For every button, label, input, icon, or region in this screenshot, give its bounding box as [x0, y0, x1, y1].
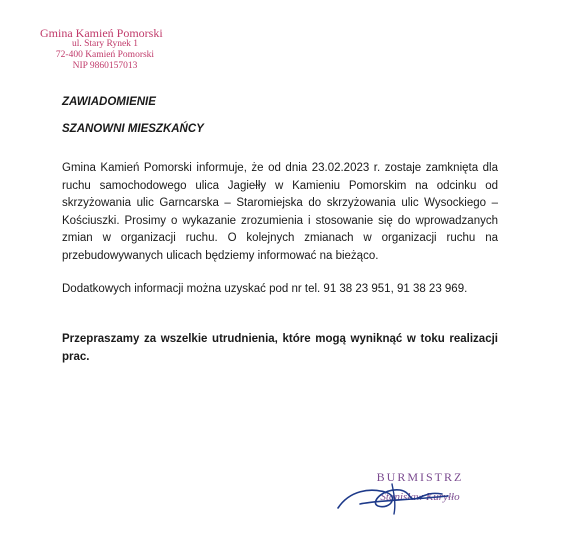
contact-paragraph: Dodatkowych informacji można uzyskać pod nr tel. 91 38 23 951, 91 38 23 969. [62, 283, 468, 295]
mayor-title: BURMISTRZ [376, 470, 464, 484]
salutation-heading: SZANOWNI MIESZKAŃCY [62, 123, 204, 135]
handwritten-signature [330, 470, 460, 520]
stamp-city: 72-400 Kamień Pomorski [55, 50, 155, 60]
stamp-street: ul. Stary Rynek 1 [71, 39, 139, 49]
notice-paragraph: Gmina Kamień Pomorski informuje, że od dnia 23.02.2023 r. zostaje zamknięta dla ruchu samochodowego ulica Jagiełły w Kamieniu Pomorskim na odcinku od skrzyżowania ulic Garncarska – Staromiejska do skrzyżowania ulic Wysockiego – Kościuszki. Prosimy o wykazanie zrozumienia i stosowanie się do wprowadzanych zmian w organizacji ruchu. O kolejnych zmianach w organizacji ruchu na przebudowywanych ulicach będziemy informować na bieżąco. [62, 162, 498, 262]
stamp-nip: NIP 9860157013 [72, 61, 138, 71]
municipality-stamp [40, 28, 170, 72]
apology-paragraph: Przepraszamy za wszelkie utrudnienia, które mogą wyniknąć w toku realizacji prac. [62, 333, 498, 363]
notice-heading: ZAWIADOMIENIE [62, 96, 156, 108]
mayor-name: Stanisław Kuryłło [380, 491, 460, 503]
stamp-municipality-name: Gmina Kamień Pomorski [40, 26, 163, 40]
